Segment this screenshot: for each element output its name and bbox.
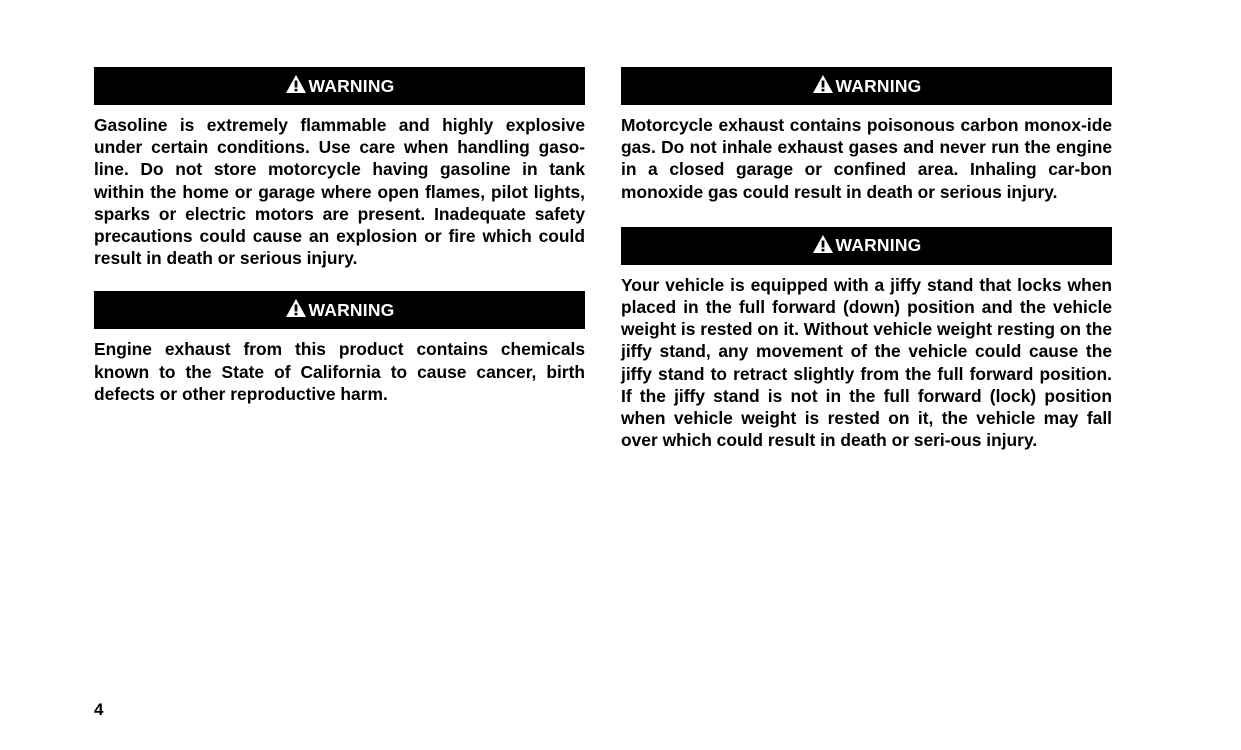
- warning-triangle-icon: [812, 74, 834, 94]
- right-column: [621, 67, 1112, 451]
- page-number: 4: [94, 700, 104, 719]
- warning-text: Your vehicle is equipped with a jiffy stand that locks when placed in the full forward (down) position and the vehicle weight is rested on it. Without vehicle weight resting on the jiffy stand, any movement of the vehicle could cause the jiffy stand to retract slightly from the full forward position. If the jiffy stand is not in the full forward (lock) position when vehicle weight is rested on it, the vehicle may fall over which could result in death or seri-ous injury.: [621, 274, 1112, 451]
- warning-triangle-icon: [812, 234, 834, 254]
- warning-header: [94, 291, 585, 329]
- warning-block-gasoline: [94, 67, 585, 269]
- warning-block-california: [94, 291, 585, 405]
- warning-title: WARNING: [835, 235, 922, 256]
- warning-triangle-icon: [285, 74, 307, 94]
- warning-triangle-icon: [285, 298, 307, 318]
- warning-text: Motorcycle exhaust contains poisonous carbon monox-ide gas. Do not inhale exhaust gases and never run the engine in a closed garage or confined area. Inhaling car-bon monoxide gas could result in death or serious injury.: [621, 115, 1112, 202]
- warning-text: Engine exhaust from this product contains chemicals known to the State of California to cause cancer, birth defects or other reproductive harm.: [94, 339, 585, 404]
- warning-block-carbon-monoxide: [621, 67, 1112, 203]
- warning-title: WARNING: [835, 75, 922, 96]
- warning-text: Gasoline is extremely flammable and highly explosive under certain conditions. Use care when handling gaso-line. Do not store motorcycle having gasoline in tank within the home or garage where open flames, pilot lights, sparks or electric motors are present. Inadequate safety precautions could cause an explosion or fire which could result in death or serious injury.: [94, 115, 585, 269]
- warning-header: [621, 67, 1112, 105]
- warning-title: WARNING: [308, 75, 395, 96]
- warning-header: [621, 227, 1112, 265]
- warning-title: WARNING: [308, 299, 395, 320]
- warning-header: [94, 67, 585, 105]
- left-column: [94, 67, 585, 405]
- warning-block-jiffy-stand: [621, 227, 1112, 452]
